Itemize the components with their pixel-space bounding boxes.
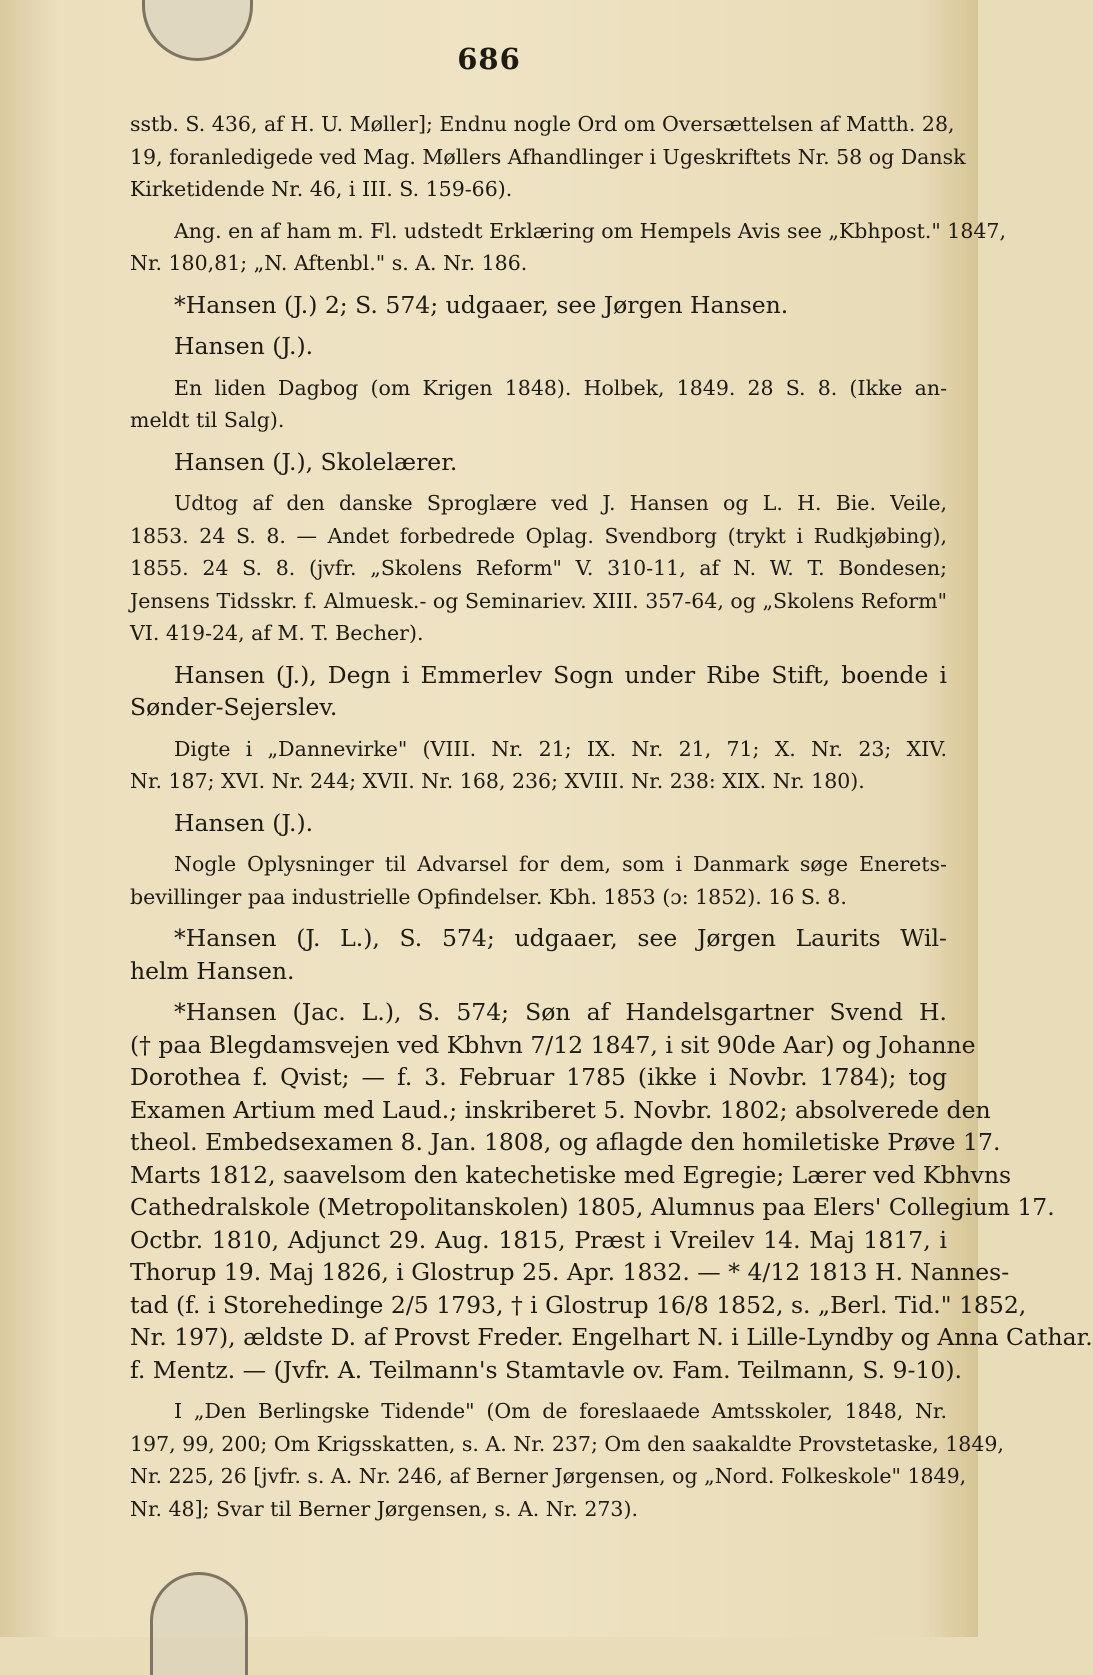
text-line: Marts 1812, saavelsom den katechetiske med Egregie; Lærer ved Kbhvns xyxy=(130,1160,1012,1189)
text-line: Udtog af den danske Sproglære ved J. Hansen og L. H. Bie. Veile, xyxy=(174,491,947,515)
text-line: Nr. 197), ældste D. af Provst Freder. Engelhart N. i Lille-Lyndby og Anna Cathar. xyxy=(130,1323,1093,1351)
library-stamp-bottom xyxy=(150,1572,248,1675)
text-line: Jensens Tidsskr. f. Almuesk.- og Seminariev. XIII. 357-64, og „Skolens Reform" xyxy=(130,588,947,613)
text-line: *Hansen (J.) 2; S. 574; udgaaer, see Jørgen Hansen. xyxy=(174,290,789,319)
text-line: *Hansen (J. L.), S. 574; udgaaer, see Jørgen Laurits Wil- xyxy=(174,924,947,952)
text-line: meldt til Salg). xyxy=(130,408,285,432)
text-line: bevillinger paa industrielle Opfindelser. Kbh. 1853 (ɔ: 1852). 16 S. 8. xyxy=(130,884,847,909)
text-line: Nr. 225, 26 [jvfr. s. A. Nr. 246, af Berner Jørgensen, og „Nord. Folkeskole" 1849, xyxy=(130,1464,967,1488)
text-line: helm Hansen. xyxy=(130,956,295,985)
text-line: Hansen (J.), Degn i Emmerlev Sogn under Ribe Stift, boende i xyxy=(174,660,947,689)
text-line: Nr. 48]; Svar til Berner Jørgensen, s. A. Nr. 273). xyxy=(130,1496,638,1521)
text-line: Nogle Oplysninger til Advarsel for dem, som i Danmark søge Enerets- xyxy=(174,852,947,876)
text-line: 197, 99, 200; Om Krigsskatten, s. A. Nr. 237; Om den saakaldte Provstetaske, 1849, xyxy=(130,1431,1004,1456)
text-line: theol. Embedsexamen 8. Jan. 1808, og aflagde den homiletiske Prøve 17. xyxy=(130,1128,1001,1156)
text-line: Hansen (J.). xyxy=(174,808,314,837)
text-line: Hansen (J.), Skolelærer. xyxy=(174,447,458,476)
text-line: Octbr. 1810, Adjunct 29. Aug. 1815, Præst i Vreilev 14. Maj 1817, i xyxy=(130,1225,947,1254)
text-line: († paa Blegdamsvejen ved Kbhvn 7/12 1847, i sit 90de Aar) og Johanne xyxy=(130,1030,976,1059)
text-line: f. Mentz. — (Jvfr. A. Teilmann's Stamtavle ov. Fam. Teilmann, S. 9-10). xyxy=(130,1355,962,1384)
text-line: VI. 419-24, af M. T. Becher). xyxy=(130,621,424,645)
text-line: Cathedralskole (Metropolitanskolen) 1805, Alumnus paa Elers' Collegium 17. xyxy=(130,1193,1055,1221)
text-line: 1855. 24 S. 8. (jvfr. „Skolens Reform" V. 310-11, af N. W. T. Bondesen; xyxy=(130,556,947,580)
text-line: Kirketidende Nr. 46, i III. S. 159-66). xyxy=(130,177,513,201)
text-line: tad (f. i Storehedinge 2/5 1793, † i Glostrup 16/8 1852, s. „Berl. Tid." 1852, xyxy=(130,1290,1027,1319)
text-line: Sønder-Sejerslev. xyxy=(130,693,338,721)
text-line: Thorup 19. Maj 1826, i Glostrup 25. Apr. 1832. — * 4/12 1813 H. Nannes- xyxy=(130,1258,1010,1286)
text-line: I „Den Berlingske Tidende" (Om de foreslaaede Amtsskoler, 1848, Nr. xyxy=(174,1399,947,1423)
text-line: Ang. en af ham m. Fl. udstedt Erklæring om Hempels Avis see „Kbhpost." 1847, xyxy=(174,218,1006,243)
page-number: 686 xyxy=(457,42,521,76)
text-line: 19, foranledigede ved Mag. Møllers Afhandlinger i Ugeskriftets Nr. 58 og Dansk xyxy=(130,144,966,169)
text-line: Hansen (J.). xyxy=(174,332,314,360)
text-line: Dorothea f. Qvist; — f. 3. Februar 1785 (ikke i Novbr. 1784); tog xyxy=(130,1063,947,1091)
text-line: Digte i „Dannevirke" (VIII. Nr. 21; IX. Nr. 21, 71; X. Nr. 23; XIV. xyxy=(174,736,947,761)
text-line: 1853. 24 S. 8. — Andet forbedrede Oplag. Svendborg (trykt i Rudkjøbing), xyxy=(130,523,947,548)
text-body xyxy=(130,108,1093,1525)
text-line: En liden Dagbog (om Krigen 1848). Holbek, 1849. 28 S. 8. (Ikke an- xyxy=(174,375,947,400)
text-line: Examen Artium med Laud.; inskriberet 5. Novbr. 1802; absolverede den xyxy=(130,1095,991,1124)
text-line: *Hansen (Jac. L.), S. 574; Søn af Handelsgartner Svend H. xyxy=(174,998,947,1026)
text-line: sstb. S. 436, af H. U. Møller]; Endnu nogle Ord om Oversættelsen af Matth. 28, xyxy=(130,112,955,136)
text-line: Nr. 180,81; „N. Aftenbl." s. A. Nr. 186. xyxy=(130,251,528,275)
text-line: Nr. 187; XVI. Nr. 244; XVII. Nr. 168, 236; XVIII. Nr. 238: XIX. Nr. 180). xyxy=(130,769,865,793)
